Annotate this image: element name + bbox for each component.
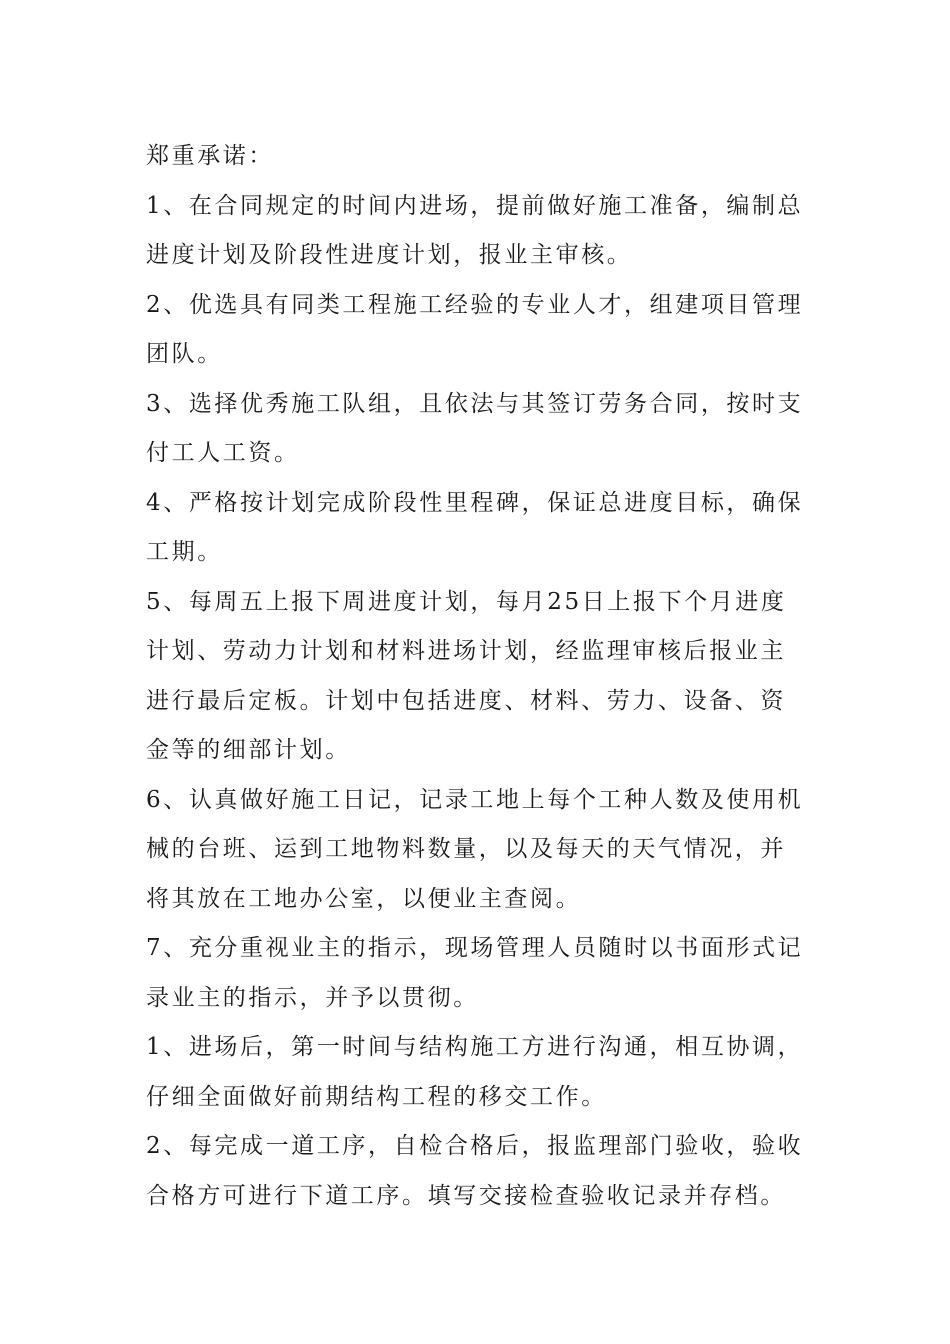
- commitment-heading: 郑重承诺：: [146, 143, 274, 169]
- paragraph-7: 7、充分重视业主的指示，现场管理人员随时以书面形式记录业主的指示，并予以贯彻。: [146, 935, 804, 1011]
- paragraph-6: 6、认真做好施工日记，记录工地上每个工种人数及使用机械的台班、运到工地物料数量，以及每天的天气情况，并将其放在工地办公室，以便业主查阅。: [146, 786, 804, 912]
- document-body: [146, 132, 806, 1221]
- paragraph-1: 1、在合同规定的时间内进场，提前做好施工准备，编制总进度计划及阶段性进度计划，报业主审核。: [146, 192, 804, 268]
- paragraph-4: 4、严格按计划完成阶段性里程碑，保证总进度目标，确保工期。: [146, 489, 804, 565]
- paragraph-2: 2、优选具有同类工程施工经验的专业人才，组建项目管理团队。: [146, 291, 804, 367]
- paragraph-8: 1、进场后，第一时间与结构施工方进行沟通，相互协调，仔细全面做好前期结构工程的移交工作。: [146, 1034, 804, 1110]
- paragraph-3: 3、选择优秀施工队组，且依法与其签订劳务合同，按时支付工人工资。: [146, 390, 804, 466]
- paragraph-9: 2、每完成一道工序，自检合格后，报监理部门验收，验收合格方可进行下道工序。填写交接检查验收记录并存档。: [146, 1133, 804, 1209]
- paragraph-5: 5、每周五上报下周进度计划，每月25日上报下个月进度计划、劳动力计划和材料进场计划，经监理审核后报业主进行最后定板。计划中包括进度、材料、劳力、设备、资金等的细部计划。: [146, 588, 787, 763]
